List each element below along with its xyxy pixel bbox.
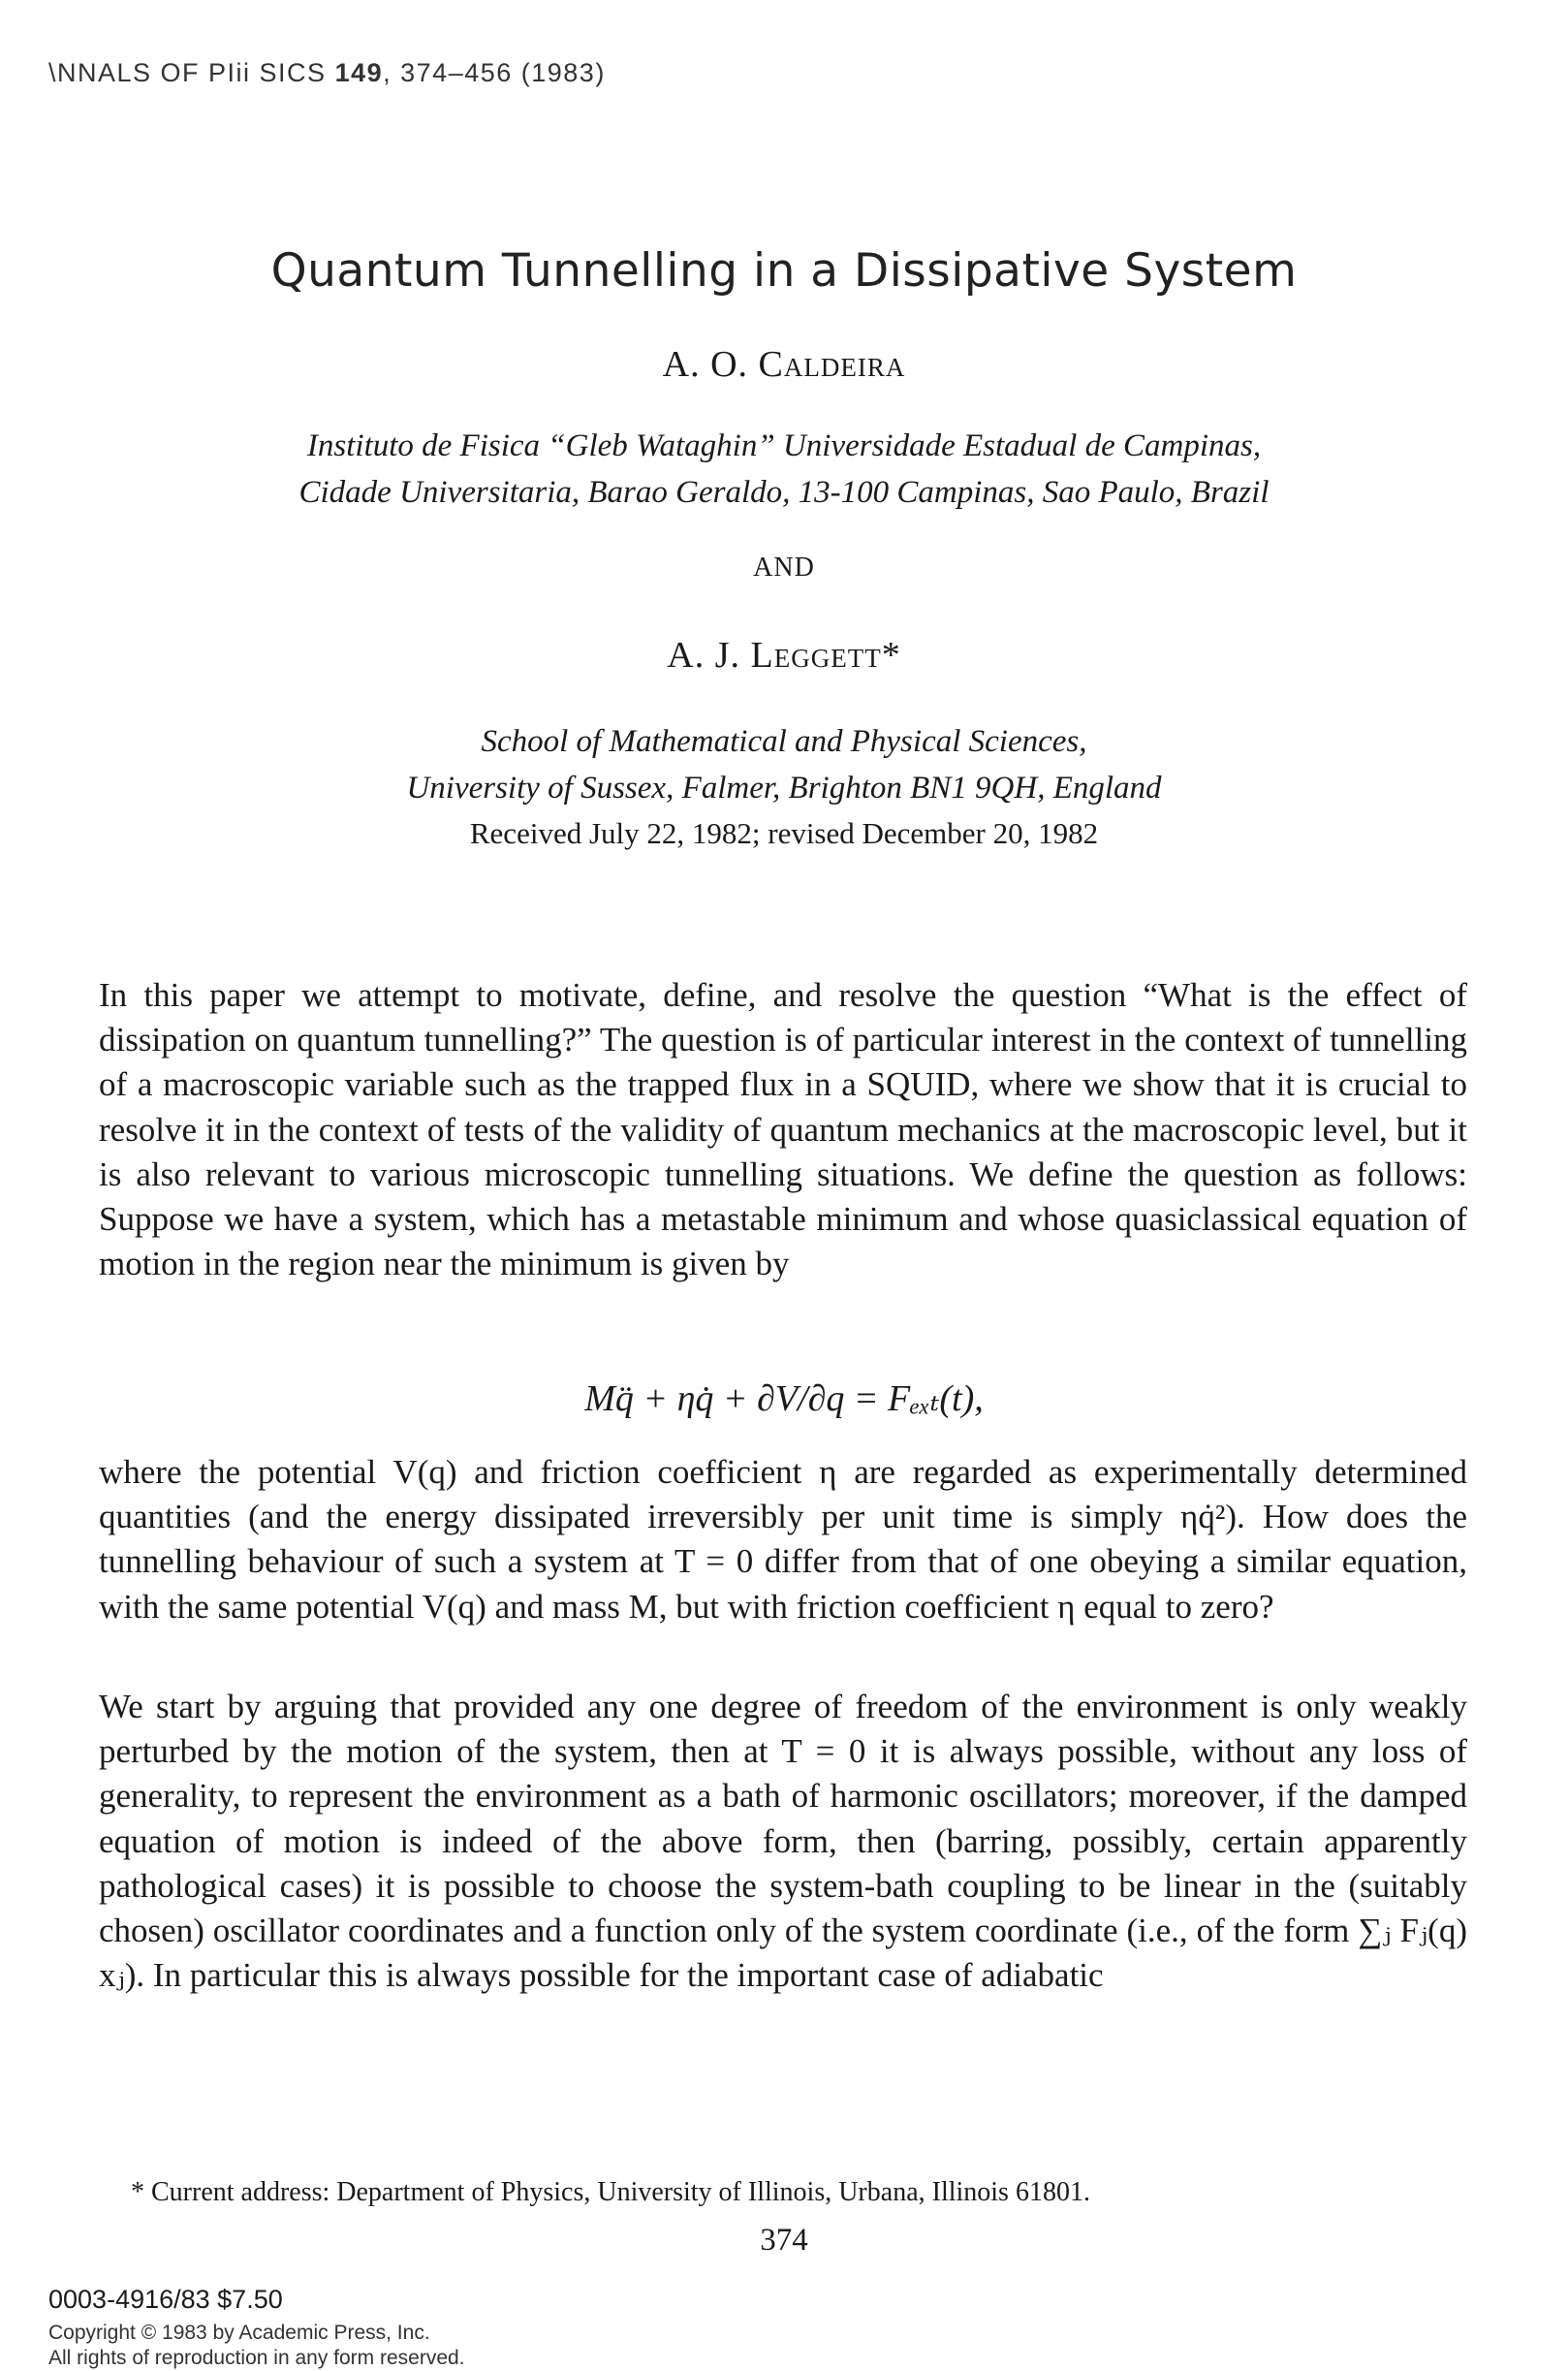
author-2-marker: *: [881, 635, 901, 676]
author-1: [0, 343, 1568, 386]
author-1-surname: Caldeira: [758, 344, 906, 385]
affiliation-line: School of Mathematical and Physical Sciences,: [481, 724, 1087, 759]
affiliation-line: Cidade Universitaria, Barao Geraldo, 13-100 Campinas, Sao Paulo, Brazil: [298, 475, 1270, 510]
and-separator: AND: [753, 553, 815, 583]
copyright-line: All rights of reproduction in any form reserved.: [48, 2347, 465, 2369]
paragraph-text: We start by arguing that provided any one degree of freedom of the environment is only weakly perturbed by the motion of the system, then at T = 0 it is always possible, without any loss of generality, to represent the environment as a bath of harmonic oscillators; moreover, if the damped equation of motion is indeed of the above form, then (barring, possibly, certain apparently pathological cases) it is possible to choose the system-bath coupling to be linear in the (suitably chosen) oscillator coordinates and a function only of the system coordinate (i.e., of the form ∑ⱼ Fⱼ(q) xⱼ). In particular this is always possible for the important case of adiabatic: [99, 1688, 1467, 1995]
copyright-line: Copyright © 1983 by Academic Press, Inc.: [48, 2322, 430, 2344]
author-2-affiliation: [0, 718, 1568, 811]
journal-pages-year: , 374–456 (1983): [383, 58, 606, 87]
affiliation-line: Instituto de Fisica “Gleb Wataghin” Universidade Estadual de Campinas,: [306, 428, 1262, 463]
received-dates: Received July 22, 1982; revised December 20, 1982: [469, 816, 1099, 850]
paragraph-text: where the potential V(q) and friction coefficient η are regarded as experimentally determined quantities (and the energy dissipated irreversibly per unit time is simply ηq̇²). How does the tunnelling behaviour of such a system at T = 0 differ from that of one obeying a similar equation, with the same potential V(q) and mass M, but with friction coefficient η equal to zero?: [99, 1453, 1467, 1626]
paper-title: Quantum Tunnelling in a Dissipative System: [270, 244, 1298, 298]
author-2: [0, 634, 1568, 677]
abstract-paragraph-1: [99, 973, 1467, 1286]
footnote: * Current address: Department of Physics, University of Illinois, Urbana, Illinois 61801.: [131, 2177, 1090, 2207]
abstract-paragraph-3: [99, 1685, 1467, 1998]
equation-of-motion: Mq̈ + ηq̇ + ∂V/∂q = Fₑₓₜ(t),: [584, 1378, 984, 1419]
affiliation-line: University of Sussex, Falmer, Brighton BN1 9QH, England: [406, 771, 1162, 806]
author-1-initials: A. O.: [662, 344, 759, 385]
journal-volume: 149: [334, 58, 384, 87]
page-number: 374: [760, 2223, 808, 2258]
abstract-paragraph-2: [99, 1450, 1467, 1629]
journal-header: [48, 58, 606, 88]
paragraph-text: In this paper we attempt to motivate, define, and resolve the question “What is the effect of dissipation on quantum tunnelling?” The question is of particular interest in the context of tunnelling of a macroscopic variable such as the trapped flux in a SQUID, where we show that it is crucial to resolve it in the context of tests of the validity of quantum mechanics at the macroscopic level, but it is also relevant to various microscopic tunnelling situations. We define the question as follows: Suppose we have a system, which has a metastable minimum and whose quasiclassical equation of motion in the region near the minimum is given by: [99, 976, 1467, 1283]
copyright-notice: [48, 2321, 465, 2371]
journal-name: \NNALS OF РІіі SICS: [48, 58, 327, 87]
author-2-surname: Leggett: [750, 635, 882, 676]
issn-price: 0003-4916/83 $7.50: [48, 2285, 283, 2314]
author-1-affiliation: [0, 423, 1568, 516]
author-2-initials: A. J.: [667, 635, 751, 676]
